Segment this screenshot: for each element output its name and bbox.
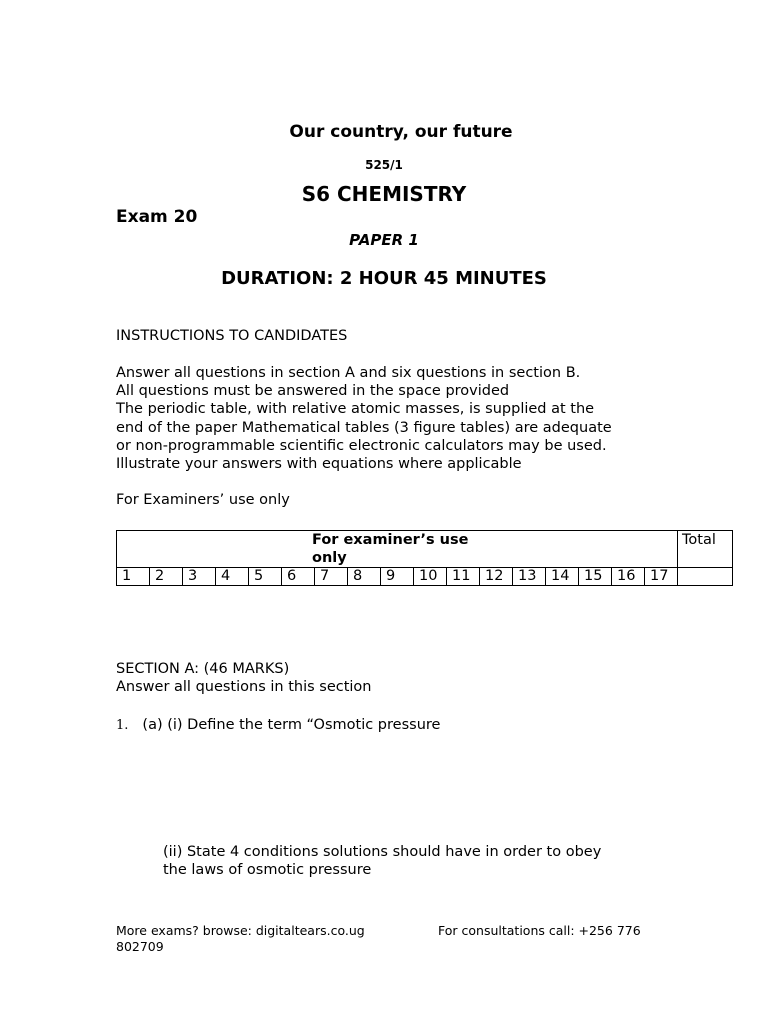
- footer-consultations: For consultations call: +256 776: [438, 923, 641, 938]
- marks-cell-number: 2: [150, 568, 183, 586]
- instruction-line: The periodic table, with relative atomic masses, is supplied at the: [116, 401, 595, 418]
- examiners-note: For Examiners’ use only: [116, 492, 290, 508]
- marks-cell-number: 13: [513, 568, 546, 586]
- marks-cell-number: 15: [579, 568, 612, 586]
- instruction-line: Illustrate your answers with equations where applicable: [116, 456, 522, 473]
- marks-cell-number: 14: [546, 568, 579, 586]
- marks-cell-number: 7: [315, 568, 348, 586]
- instruction-line: Answer all questions in section A and six questions in section B.: [116, 365, 581, 381]
- marks-table: [116, 530, 733, 586]
- motto: Our country, our future: [289, 122, 513, 142]
- marks-total-cell: [678, 568, 733, 586]
- instruction-line: All questions must be answered in the space provided: [116, 383, 510, 400]
- section-a-title: SECTION A: (46 MARKS): [116, 661, 290, 677]
- marks-cell-number: 1: [117, 568, 150, 586]
- marks-table-header: [117, 531, 678, 568]
- marks-cell-number: 17: [645, 568, 678, 586]
- marks-total-label: Total: [678, 531, 733, 568]
- question-1: [116, 717, 440, 733]
- footer-left: [116, 923, 365, 955]
- instruction-line: or non-programmable scientific electronic calculators may be used.: [116, 437, 607, 454]
- marks-header-line2: only: [312, 550, 347, 566]
- marks-cell-number: 9: [381, 568, 414, 586]
- exam-label: Exam 20: [116, 207, 198, 227]
- marks-cell-number: 6: [282, 568, 315, 586]
- instructions-list: [116, 364, 612, 473]
- instruction-line: end of the paper Mathematical tables (3 figure tables) are adequate: [116, 419, 612, 436]
- duration: DURATION: 2 HOUR 45 MINUTES: [221, 268, 547, 289]
- paper-label: PAPER 1: [349, 231, 419, 249]
- marks-cell-number: 16: [612, 568, 645, 586]
- marks-cell-number: 5: [249, 568, 282, 586]
- question-text-line: the laws of osmotic pressure: [163, 861, 372, 878]
- paper-code: 525/1: [365, 158, 403, 172]
- marks-cell-number: 10: [414, 568, 447, 586]
- marks-cell-number: 3: [183, 568, 216, 586]
- question-number: 1.: [116, 718, 129, 733]
- subject-title: S6 CHEMISTRY: [301, 182, 467, 206]
- section-a-instruction: Answer all questions in this section: [116, 679, 372, 695]
- question-text-line: (ii) State 4 conditions solutions should have in order to obey: [163, 844, 602, 860]
- marks-cell-number: 12: [480, 568, 513, 586]
- marks-header-line1: For examiner’s use: [312, 532, 469, 548]
- section-a-heading: [116, 660, 372, 696]
- question-1-part-a-ii: [163, 844, 601, 879]
- question-1-part-a-i: (a) (i) Define the term “Osmotic pressure: [142, 717, 441, 733]
- instructions-heading: INSTRUCTIONS TO CANDIDATES: [116, 328, 348, 344]
- marks-cell-number: 11: [447, 568, 480, 586]
- footer-website: More exams? browse: digitaltears.co.ug: [116, 923, 365, 938]
- footer-phone-continuation: 802709: [116, 939, 164, 954]
- marks-cell-number: 4: [216, 568, 249, 586]
- marks-cell-number: 8: [348, 568, 381, 586]
